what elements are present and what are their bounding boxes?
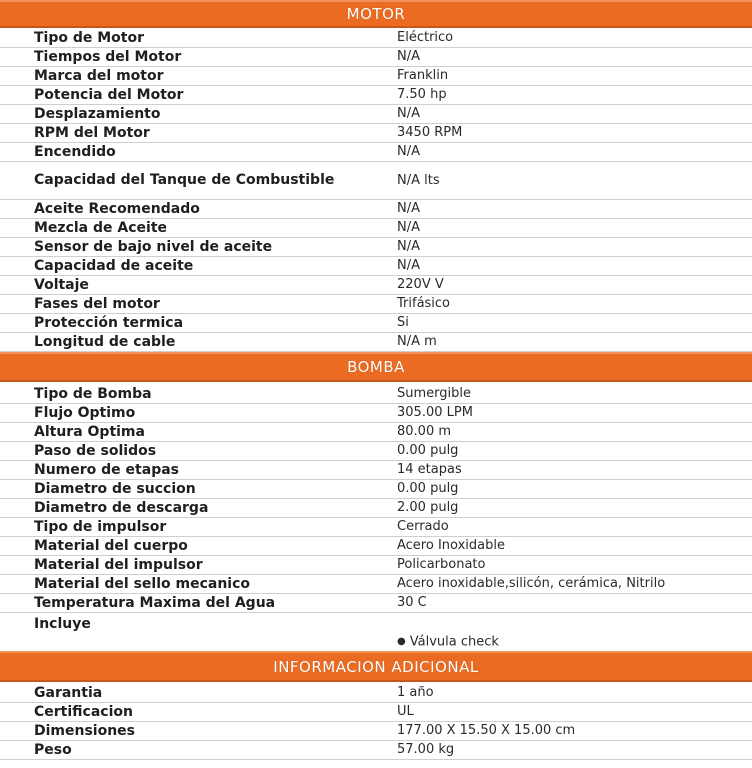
spec-label: Aceite Recomendado: [34, 201, 200, 217]
spec-row-flujo-optimo: [0, 404, 752, 423]
section-title-bomba: BOMBA: [347, 358, 405, 376]
spec-label: Material del sello mecanico: [34, 576, 251, 592]
spec-label: Voltaje: [34, 277, 89, 293]
spec-label: Material del cuerpo: [34, 538, 188, 554]
spec-value: N/A m: [397, 334, 437, 349]
spec-label: Tipo de impulsor: [34, 519, 167, 535]
spec-value: 177.00 X 15.50 X 15.00 cm: [397, 723, 576, 738]
spec-label: Fases del motor: [34, 296, 160, 312]
spec-value: Eléctrico: [397, 30, 454, 45]
spec-value: Acero inoxidable,silicón, cerámica, Nitrilo: [397, 576, 666, 591]
spec-label: Mezcla de Aceite: [34, 220, 167, 236]
spec-label: Desplazamiento: [34, 106, 161, 122]
spec-label: Diametro de succion: [34, 481, 196, 497]
spec-label: Longitud de cable: [34, 334, 176, 350]
spec-row-numero-de-etapas: [0, 461, 752, 480]
spec-label: Potencia del Motor: [34, 87, 184, 103]
spec-label: Incluye: [34, 616, 91, 632]
spec-value: Sumergible: [397, 386, 471, 401]
spec-label: Temperatura Maxima del Agua: [34, 595, 276, 611]
spec-value: N/A: [397, 106, 420, 121]
spec-row-rpm-del-motor: [0, 124, 752, 143]
section-header-info: [0, 651, 752, 682]
spec-label: Encendido: [34, 144, 116, 160]
spec-row-certificacion: [0, 703, 752, 722]
spec-row-sensor-aceite: [0, 238, 752, 257]
spec-row-garantia: [0, 684, 752, 703]
spec-value: N/A: [397, 239, 420, 254]
incluye-item-label: Válvula check: [409, 634, 499, 649]
bomba-spec-table: [0, 385, 752, 651]
spec-value: 305.00 LPM: [397, 405, 473, 420]
section-title-motor: MOTOR: [346, 5, 406, 23]
spec-row-temperatura-maxima: [0, 594, 752, 613]
spec-row-peso: [0, 741, 752, 760]
spec-row-material-del-cuerpo: [0, 537, 752, 556]
spec-row-diametro-de-succion: [0, 480, 752, 499]
spec-label: Certificacion: [34, 704, 133, 720]
spec-value: Acero Inoxidable: [397, 538, 505, 553]
spec-value: Policarbonato: [397, 557, 486, 572]
spec-row-fases-del-motor: [0, 295, 752, 314]
spec-label: Tipo de Motor: [34, 30, 145, 46]
spec-label: Protección termica: [34, 315, 184, 331]
spec-row-tipo-de-motor: [0, 29, 752, 48]
section-header-motor: [0, 0, 752, 28]
spec-label: Sensor de bajo nivel de aceite: [34, 239, 273, 255]
bullet-icon: ●: [397, 635, 406, 647]
spec-row-altura-optima: [0, 423, 752, 442]
spec-value: N/A: [397, 144, 420, 159]
spec-row-incluye: [0, 613, 752, 651]
spec-row-tipo-de-impulsor: [0, 518, 752, 537]
spec-value: N/A: [397, 220, 420, 235]
spec-row-longitud-de-cable: [0, 333, 752, 352]
spec-row-aceite-recomendado: [0, 200, 752, 219]
spec-row-paso-de-solidos: [0, 442, 752, 461]
spec-value: N/A: [397, 258, 420, 273]
spec-label: Altura Optima: [34, 424, 145, 440]
spec-value: Trifásico: [397, 296, 451, 311]
spec-row-dimensiones: [0, 722, 752, 741]
spec-value: N/A: [397, 49, 420, 64]
spec-value: Si: [397, 315, 409, 330]
spec-row-marca-del-motor: [0, 67, 752, 86]
spec-value: UL: [397, 704, 414, 719]
spec-label: Tipo de Bomba: [34, 386, 152, 402]
spec-value: Franklin: [397, 68, 449, 83]
spec-label: RPM del Motor: [34, 125, 150, 141]
spec-row-material-del-impulsor: [0, 556, 752, 575]
section-header-bomba: [0, 352, 752, 382]
spec-value: 3450 RPM: [397, 125, 463, 140]
spec-value: 14 etapas: [397, 462, 462, 477]
spec-label: Paso de solidos: [34, 443, 157, 459]
spec-row-proteccion-termica: [0, 314, 752, 333]
spec-label: Capacidad de aceite: [34, 258, 194, 274]
spec-value: 57.00 kg: [397, 742, 455, 757]
spec-value: 2.00 pulg: [397, 500, 459, 515]
spec-label: Numero de etapas: [34, 462, 179, 478]
spec-row-diametro-de-descarga: [0, 499, 752, 518]
spec-row-potencia-del-motor: [0, 86, 752, 105]
spec-row-material-del-sello: [0, 575, 752, 594]
spec-label: Tiempos del Motor: [34, 49, 182, 65]
spec-row-tipo-de-bomba: [0, 385, 752, 404]
info-spec-table: [0, 684, 752, 760]
spec-value: 220V V: [397, 277, 444, 292]
motor-spec-table: [0, 29, 752, 352]
spec-label: Dimensiones: [34, 723, 136, 739]
spec-value: 30 C: [397, 595, 427, 610]
spec-value: Cerrado: [397, 519, 449, 534]
spec-value: 0.00 pulg: [397, 443, 459, 458]
spec-row-encendido: [0, 143, 752, 162]
incluye-list: [397, 613, 752, 651]
spec-value: N/A lts: [397, 172, 440, 188]
spec-row-mezcla-de-aceite: [0, 219, 752, 238]
spec-value: 0.00 pulg: [397, 481, 459, 496]
list-item: [397, 633, 499, 652]
spec-value: 1 año: [397, 685, 434, 700]
spec-label: Diametro de descarga: [34, 500, 209, 516]
spec-label: Garantia: [34, 685, 103, 701]
spec-value: 7.50 hp: [397, 87, 447, 102]
spec-row-desplazamiento: [0, 105, 752, 124]
spec-row-tiempos-del-motor: [0, 48, 752, 67]
spec-row-capacidad-aceite: [0, 257, 752, 276]
spec-row-capacidad-tanque: [0, 162, 752, 200]
spec-label: Flujo Optimo: [34, 405, 136, 421]
spec-label: Marca del motor: [34, 68, 164, 84]
spec-row-voltaje: [0, 276, 752, 295]
spec-value: 80.00 m: [397, 424, 452, 439]
spec-value: N/A: [397, 201, 420, 216]
section-title-info: INFORMACION ADICIONAL: [273, 657, 479, 676]
spec-label: Peso: [34, 742, 72, 758]
spec-label: Material del impulsor: [34, 557, 203, 573]
spec-label: Capacidad del Tanque de Combustible: [34, 172, 335, 188]
